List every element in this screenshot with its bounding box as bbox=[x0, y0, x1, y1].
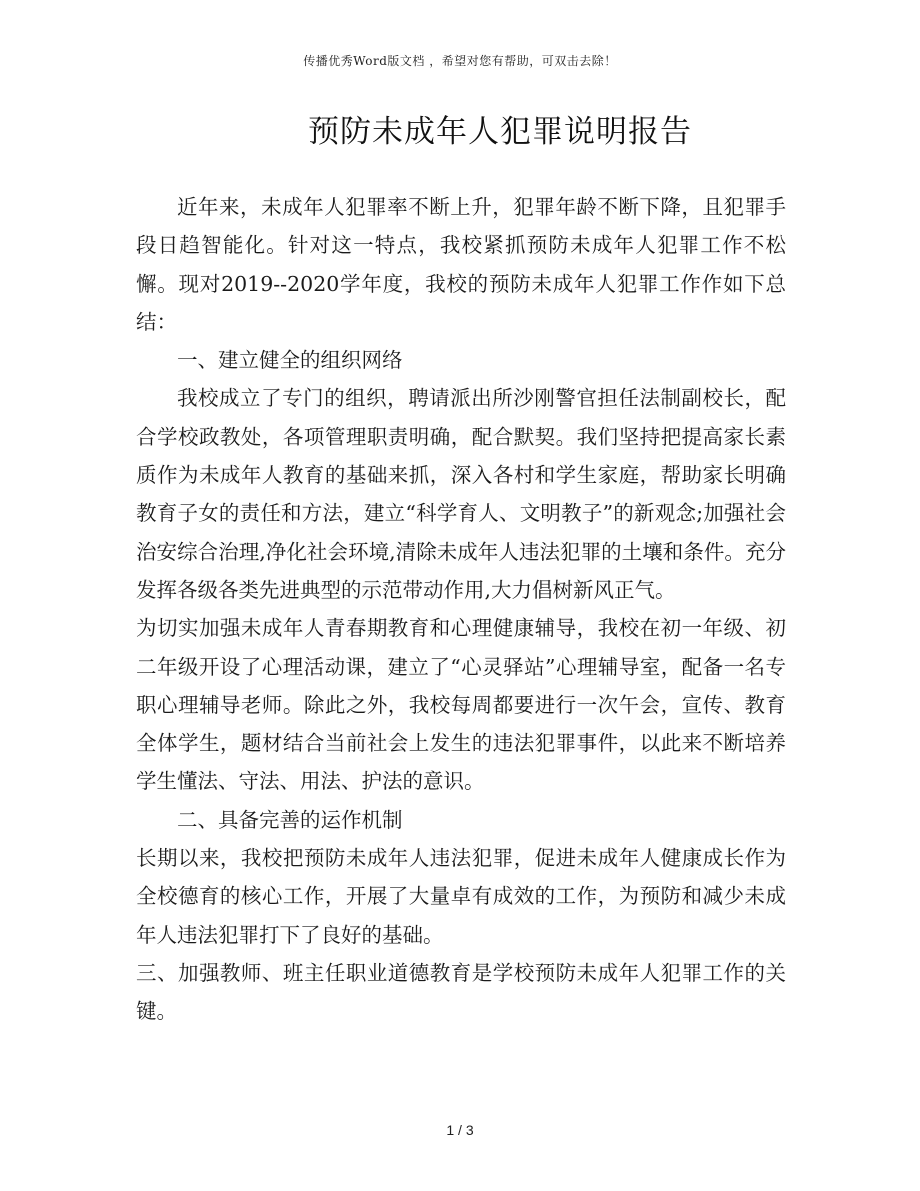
section-heading-3: 三、加强教师、班主任职业道德教育是学校预防未成年人犯罪工作的关键。 bbox=[136, 960, 786, 1024]
paragraph-psychology: 为切实加强未成年人青春期教育和心理健康辅导，我校在初一年级、初二年级开设了心理活动课，建立了“心灵驿站”心理辅导室，配备一名专职心理辅导老师。除此之外，我校每周都要进行一次午会，宣传、教育全体学生，题材结合当前社会上发生的违法犯罪事件，以此来不断培养学生懂法、守法、用法、护法的意识。 bbox=[136, 616, 786, 794]
document-body bbox=[136, 188, 786, 1031]
document-title: 预防未成年人犯罪说明报告 bbox=[308, 114, 692, 150]
paragraph-organization: 我校成立了专门的组织，聘请派出所沙刚警官担任法制副校长，配合学校政教处，各项管理职责明确，配合默契。我们坚持把提高家长素质作为未成年人教育的基础来抓，深入各村和学生家庭，帮助家长明确教育子女的责任和方法，建立“科学育人、文明教子”的新观念;加强社会治安综合治理,净化社会环境,清除未成年人违法犯罪的土壤和条件。充分发挥各级各类先进典型的示范带动作用,大力倡树新风正气。 bbox=[136, 386, 786, 602]
header-note: 传播优秀Word版文档 ，希望对您有帮助，可双击去除！ bbox=[303, 54, 617, 68]
paragraph-mechanism: 长期以来，我校把预防未成年人违法犯罪，促进未成年人健康成长作为全校德育的核心工作，开展了大量卓有成效的工作，为预防和减少未成年人违法犯罪打下了良好的基础。 bbox=[136, 846, 786, 947]
paragraph-intro: 近年来，未成年人犯罪率不断上升，犯罪年龄不断下降，且犯罪手段日趋智能化。针对这一特点，我校紧抓预防未成年人犯罪工作不松懈。现对2019--2020学年度，我校的预防未成年人犯罪工作作如下总结： bbox=[136, 195, 786, 334]
section-heading-1: 一、建立健全的组织网络 bbox=[177, 348, 403, 373]
page-number: 1 / 3 bbox=[446, 1122, 474, 1138]
section-heading-2: 二、具备完善的运作机制 bbox=[177, 807, 403, 832]
